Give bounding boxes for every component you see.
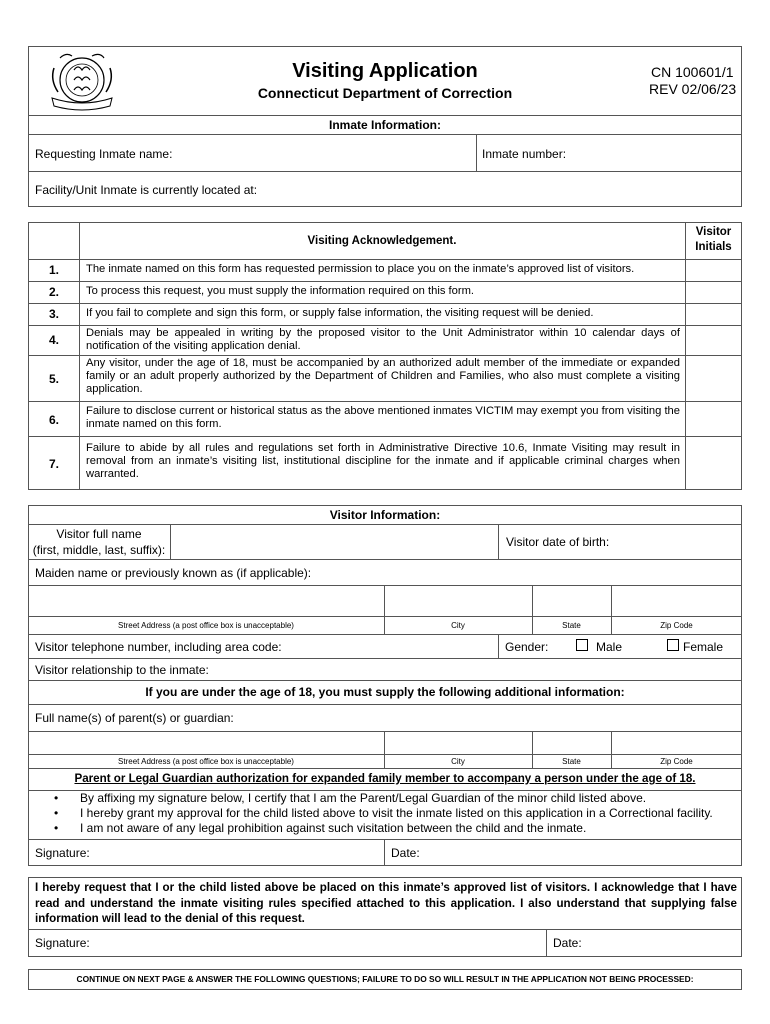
request-date-field[interactable] xyxy=(590,930,740,956)
gender-label: Gender: xyxy=(505,640,549,654)
guardian-heading: Parent or Legal Guardian authorization for expanded family member to accompany a person under the age of 18. xyxy=(74,772,696,785)
visitor-full-name-field[interactable] xyxy=(171,525,497,558)
form-number: CN 100601/1 xyxy=(651,64,734,80)
city-label: City xyxy=(451,621,465,630)
inmate-number-label: Inmate number: xyxy=(482,147,567,161)
ack-number: 2. xyxy=(48,285,59,299)
request-signature-label: Signature: xyxy=(35,936,90,950)
parent-street-label: Street Address (a post office box is unacceptable) xyxy=(118,757,294,766)
inmate-name-label: Requesting Inmate name: xyxy=(35,147,173,161)
guardian-date-field[interactable] xyxy=(430,840,740,865)
list-item: • By affixing my signature below, I certify that I am the Parent/Legal Guardian of the minor child listed above. xyxy=(28,791,742,806)
zip-label: Zip Code xyxy=(660,621,693,630)
ack-initials-field[interactable] xyxy=(686,304,741,325)
street-address-field[interactable] xyxy=(29,586,383,616)
state-label: State xyxy=(562,621,581,630)
ack-text: To process this request, you must supply the information required on this form. xyxy=(86,285,475,297)
ack-text: Failure to abide by all rules and regulations set forth in Administrative Directive 10.6, Inmate Visiting may result in removal from an inmate’s visiting list, institutional discipline for the inmate and if applicable criminal charges when warranted. xyxy=(86,442,680,480)
ack-number: 4. xyxy=(48,333,59,347)
form-revision: REV 02/06/23 xyxy=(649,81,737,97)
ack-number: 5. xyxy=(48,372,59,386)
male-label: Male xyxy=(596,640,623,654)
list-item: • I hereby grant my approval for the child listed above to visit the inmate listed on this application in a Correctional facility. xyxy=(28,806,742,821)
guardian-bullets xyxy=(28,791,742,836)
dob-label: Visitor date of birth: xyxy=(506,535,610,549)
form-title: Visiting Application xyxy=(292,60,478,82)
visitor-dob-field[interactable] xyxy=(612,525,740,558)
visitor-section-title: Visitor Information: xyxy=(329,508,441,522)
parent-zip-field[interactable] xyxy=(612,732,740,754)
full-name-label: Visitor full name xyxy=(56,527,142,541)
city-field[interactable] xyxy=(385,586,531,616)
parent-name-field[interactable] xyxy=(236,706,740,730)
ack-number: 1. xyxy=(48,263,59,277)
full-name-label-2: (first, middle, last, suffix): xyxy=(32,543,166,557)
ack-text: Any visitor, under the age of 18, must be accompanied by an authorized adult member of the immediate or expanded family or an adult properly authorized by the Department of Children and Families, who also must complete a visiting application. xyxy=(86,357,680,395)
parent-city-field[interactable] xyxy=(385,732,531,754)
request-signature-field[interactable] xyxy=(100,930,544,956)
form-subtitle: Connecticut Department of Correction xyxy=(257,85,513,101)
inmate-section-title: Inmate Information: xyxy=(328,118,441,132)
male-checkbox[interactable] xyxy=(576,639,588,651)
street-address-label: Street Address (a post office box is unacceptable) xyxy=(118,621,294,630)
visitor-phone-field[interactable] xyxy=(280,636,496,657)
request-statement: I hereby request that I or the child listed above be placed on this inmate’s approved list of visitors. I acknowledge that I have read and understand the inmate visiting rules specified attached to this application. I also understand that supplying false information will lead to the denial of this request. xyxy=(35,881,737,925)
inmate-name-field[interactable] xyxy=(176,136,474,170)
relationship-label: Visitor relationship to the inmate: xyxy=(35,663,209,677)
ack-text: If you fail to complete and sign this form, or supply false information, the visiting request will be denied. xyxy=(86,307,594,319)
parent-state-field[interactable] xyxy=(533,732,610,754)
female-checkbox[interactable] xyxy=(667,639,679,651)
acknowledgement-title: Visiting Acknowledgement. xyxy=(307,235,457,247)
inmate-number-field[interactable] xyxy=(572,136,740,170)
female-label: Female xyxy=(683,640,724,654)
parent-street-field[interactable] xyxy=(29,732,383,754)
parent-state-label: State xyxy=(562,757,581,766)
list-item: • I am not aware of any legal prohibition against such visitation between the child and the inmate. xyxy=(28,821,742,836)
ack-number: 3. xyxy=(48,307,59,321)
ack-initials-field[interactable] xyxy=(686,326,741,355)
ack-text: Denials may be appealed in writing by the proposed visitor to the Unit Administrator within 10 calendar days of notification of the visiting application denial. xyxy=(86,327,680,352)
ack-initials-field[interactable] xyxy=(686,282,741,303)
connecticut-state-seal-icon xyxy=(46,50,118,114)
request-date-label: Date: xyxy=(553,936,582,950)
zip-field[interactable] xyxy=(612,586,740,616)
guardian-signature-label: Signature: xyxy=(35,846,90,860)
initials-header-2: Initials xyxy=(695,241,732,253)
facility-label: Facility/Unit Inmate is currently located at: xyxy=(35,183,258,197)
ack-text: The inmate named on this form has requested permission to place you on the inmate’s approved list of visitors. xyxy=(86,263,635,275)
facility-field[interactable] xyxy=(254,173,740,205)
ack-initials-field[interactable] xyxy=(686,437,741,489)
initials-header: Visitor xyxy=(695,226,732,238)
ack-number: 7. xyxy=(48,457,59,471)
continue-notice: CONTINUE ON NEXT PAGE & ANSWER THE FOLLOWING QUESTIONS; FAILURE TO DO SO WILL RESULT IN THE APPLICATION NOT BEING PROCESSED: xyxy=(76,974,694,984)
maiden-name-label: Maiden name or previously known as (if applicable): xyxy=(35,566,312,580)
relationship-field[interactable] xyxy=(210,660,740,679)
minor-notice: If you are under the age of 18, you must supply the following additional information: xyxy=(145,685,625,699)
ack-initials-field[interactable] xyxy=(686,402,741,436)
phone-label: Visitor telephone number, including area code: xyxy=(35,640,282,654)
parent-city-label: City xyxy=(451,757,465,766)
ack-text: Failure to disclose current or historical status as the above mentioned inmates VICTIM may exempt you from visiting the inmate named on this form. xyxy=(86,405,680,430)
ack-initials-field[interactable] xyxy=(686,356,741,401)
parent-zip-label: Zip Code xyxy=(660,757,693,766)
parent-name-label: Full name(s) of parent(s) or guardian: xyxy=(35,711,234,725)
guardian-date-label: Date: xyxy=(391,846,420,860)
ack-number: 6. xyxy=(48,413,59,427)
state-field[interactable] xyxy=(533,586,610,616)
guardian-signature-field[interactable] xyxy=(100,840,382,865)
ack-initials-field[interactable] xyxy=(686,260,741,281)
